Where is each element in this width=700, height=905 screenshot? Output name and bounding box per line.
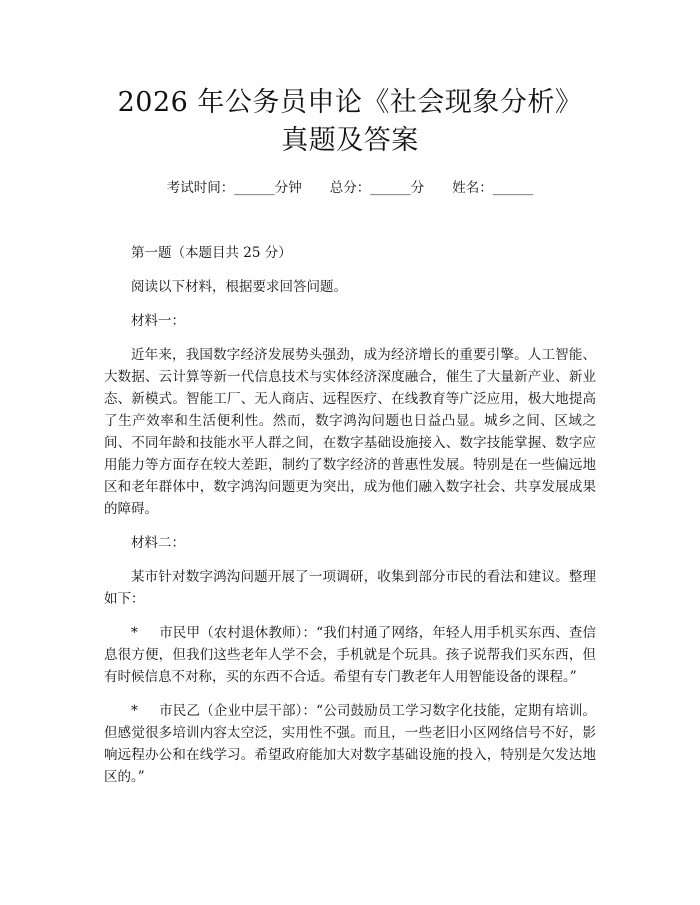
exam-name-blank: ______	[492, 180, 534, 196]
list-item-text: 市民乙（企业中层干部）：“公司鼓励员工学习数字化技能，定期有培训。但感觉很多培训内容太空泛，实用性不强。而且，一些老旧小区网络信号不好，影响远程办公和在线学习。希望政府能加大对数字基础设施的投入，特别是欠发达地区的。”	[104, 703, 596, 785]
question-heading: 第一题（本题目共 25 分）	[131, 245, 292, 261]
exam-time-label: 考试时间：	[166, 180, 235, 196]
exam-name-label: 姓名：	[452, 180, 493, 196]
bullet-mark: *	[131, 625, 138, 641]
material2-intro-paragraph: 某市针对数字鸿沟问题开展了一项调研，收集到部分市民的看法和建议。整理如下：	[104, 569, 596, 607]
document-title: 2026 年公务员申论《社会现象分析》真题及答案	[117, 87, 583, 156]
bullet-mark: *	[131, 703, 138, 719]
material2-label: 材料二：	[131, 535, 185, 551]
exam-info-line	[104, 178, 596, 198]
exam-score-label: 总分：	[329, 180, 371, 196]
material1-paragraph: 近年来，我国数字经济发展势头强劲，成为经济增长的重要引擎。人工智能、大数据、云计算等新一代信息技术与实体经济深度融合，催生了大量新产业、新业态、新模式。智能工厂、无人商店、远程医疗、在线教育等广泛应用，极大地提高了生产效率和生活便利性。然而，数字鸿沟问题也日益凸显。城乡之间、区域之间、不同年龄和技能水平人群之间，在数字基础设施接入、数字技能掌握、数字应用能力等方面存在较大差距，制约了数字经济的普惠性发展。特别是在一些偏远地区和老年群体中，数字鸿沟问题更为突出，成为他们融入数字社会、共享发展成果的障碍。	[104, 347, 596, 517]
exam-time-unit: 分钟	[274, 180, 302, 196]
document-body	[104, 242, 596, 788]
list-item-text: 市民甲（农村退休教师）：“我们村通了网络，年轻人用手机买东西、查信息很方便，但我们这些老年人学不会，手机就是个玩具。孩子说帮我们买东西，但有时候信息不对称，买的东西不合适。希望有专门教老年人用智能设备的课程。”	[104, 625, 596, 685]
instruction-text: 阅读以下材料，根据要求回答问题。	[131, 279, 347, 295]
material1-label: 材料一：	[131, 313, 185, 329]
exam-score-unit: 分	[410, 180, 425, 196]
list-item	[104, 622, 596, 688]
list-item	[104, 700, 596, 788]
exam-time-blank: ______	[234, 180, 275, 196]
exam-score-blank: ______	[370, 180, 411, 196]
